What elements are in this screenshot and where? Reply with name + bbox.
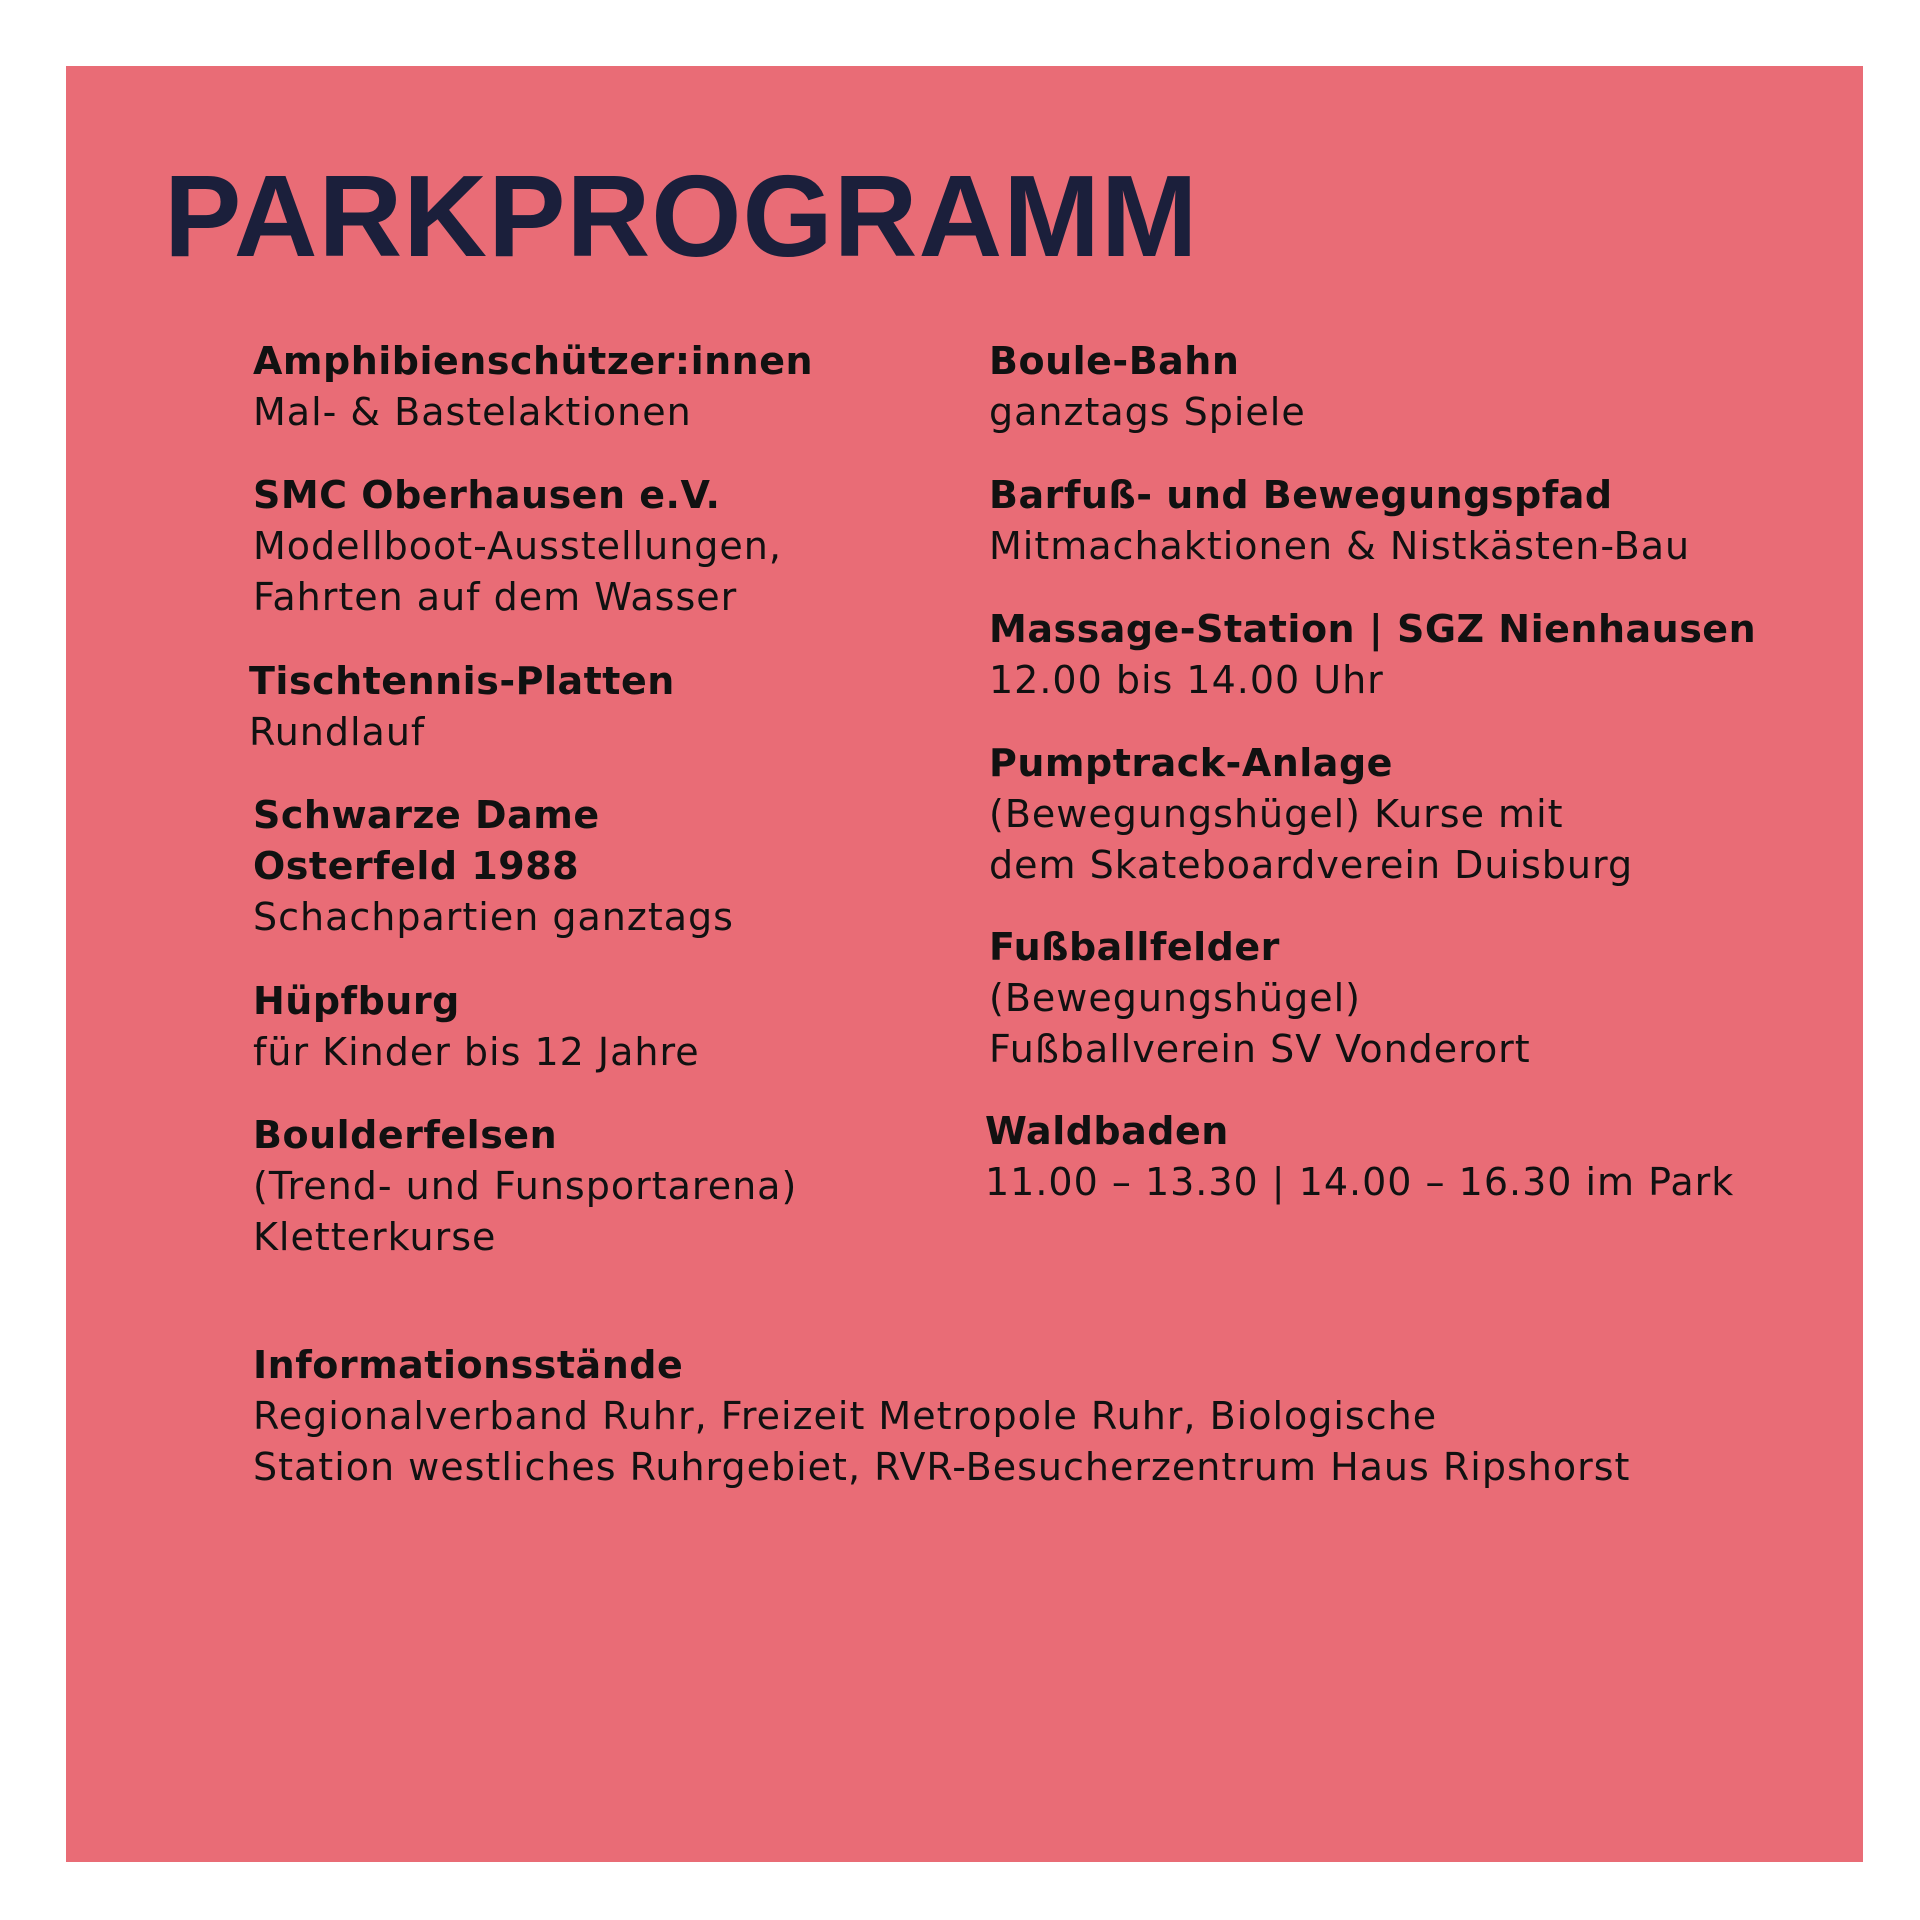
entry-boule-bahn <box>989 336 1306 438</box>
entry-heading: Schwarze Dame <box>253 793 600 837</box>
entry-waldbaden <box>985 1106 1734 1208</box>
entry-smc-oberhausen <box>253 470 782 623</box>
entry-boulderfelsen <box>253 1110 797 1263</box>
entry-text: Fußballverein SV Vonderort <box>989 1027 1531 1071</box>
entry-schwarze-dame <box>253 790 734 943</box>
entry-heading: Hüpfburg <box>253 979 460 1023</box>
entry-amphibienschuetzer <box>253 336 813 438</box>
entry-heading: Informationsstände <box>253 1343 684 1387</box>
entry-text: ganztags Spiele <box>989 390 1306 434</box>
entry-heading: Waldbaden <box>985 1109 1229 1153</box>
entry-heading: Boulderfelsen <box>253 1113 558 1157</box>
entry-heading: Osterfeld 1988 <box>253 844 580 888</box>
entry-text: dem Skateboardverein Duisburg <box>989 843 1634 887</box>
entry-fussballfelder <box>989 922 1531 1075</box>
entry-pumptrack <box>989 738 1633 891</box>
entry-text: Fahrten auf dem Wasser <box>253 575 738 619</box>
entry-heading: Massage-Station | SGZ Nienhausen <box>989 607 1757 651</box>
entry-text: Station westliches Ruhrgebiet, RVR-Besucherzentrum Haus Ripshorst <box>253 1445 1631 1489</box>
page-title: PARKPROGRAMM <box>164 151 1199 281</box>
entry-text: Rundlauf <box>249 710 426 754</box>
entry-informationsstaende <box>253 1340 1630 1493</box>
entry-text: Kletterkurse <box>253 1215 497 1259</box>
entry-text: 11.00 – 13.30 | 14.00 – 16.30 im Park <box>985 1160 1735 1204</box>
entry-heading: Tischtennis-Platten <box>249 659 675 703</box>
entry-barfusspfad <box>989 470 1690 572</box>
entry-text: Mitmachaktionen & Nistkästen-Bau <box>989 524 1691 568</box>
entry-heading: Pumptrack-Anlage <box>989 741 1393 785</box>
entry-heading: Boule-Bahn <box>989 339 1240 383</box>
entry-text: (Bewegungshügel) Kurse mit <box>989 792 1564 836</box>
entry-text: (Bewegungshügel) <box>989 976 1361 1020</box>
entry-text: (Trend- und Funsportarena) <box>253 1164 798 1208</box>
entry-heading: Fußballfelder <box>989 925 1280 969</box>
entry-text: Regionalverband Ruhr, Freizeit Metropole Ruhr, Biologische <box>253 1394 1438 1438</box>
entry-massage-station <box>989 604 1756 706</box>
entry-heading: SMC Oberhausen e.V. <box>253 473 721 517</box>
entry-heading: Amphibienschützer:innen <box>253 339 814 383</box>
entry-huepfburg <box>253 976 700 1078</box>
entry-text: Schachpartien ganztags <box>253 895 734 939</box>
entry-heading: Barfuß- und Bewegungspfad <box>989 473 1613 517</box>
entry-text: für Kinder bis 12 Jahre <box>253 1030 700 1074</box>
entry-text: 12.00 bis 14.00 Uhr <box>989 658 1384 702</box>
entry-text: Modellboot-Ausstellungen, <box>253 524 782 568</box>
entry-tischtennis <box>249 656 675 758</box>
entry-text: Mal- & Bastelaktionen <box>253 390 692 434</box>
